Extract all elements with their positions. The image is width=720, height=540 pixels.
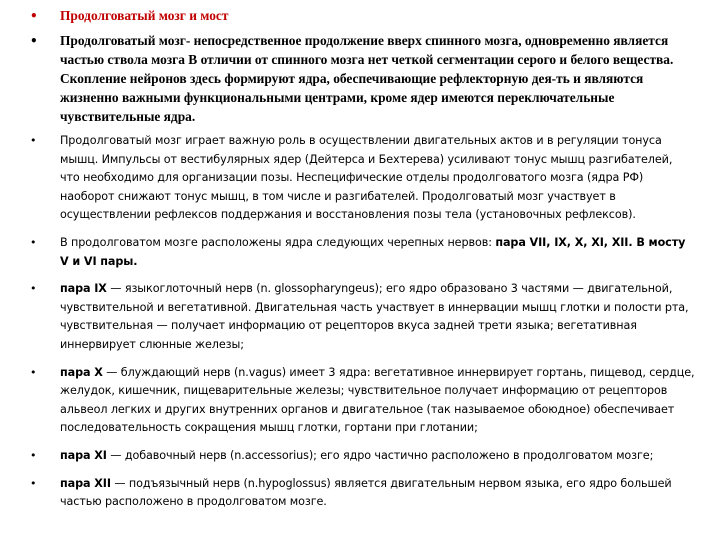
nuclei-text: В продолговатом мозге расположены ядра следующих черепных нервов: bbox=[60, 235, 496, 249]
pair-ix-label: пара IX bbox=[60, 282, 107, 296]
pair-xi-label: пара XI bbox=[60, 448, 107, 462]
pair-xii-text: — подъязычный нерв (n.hypoglossus) является двигательным нервом языка, его ядро большей частью расположено в продолговатом мозге. bbox=[60, 476, 672, 509]
function-bullet bbox=[30, 132, 695, 225]
pair-x-label: пара X bbox=[60, 365, 103, 379]
pair-x-bullet bbox=[30, 364, 695, 438]
bullet-icon: • bbox=[30, 282, 37, 296]
pair-xii-label: пара XII bbox=[60, 476, 111, 490]
bullet-icon: • bbox=[30, 235, 37, 249]
bullet-list bbox=[30, 6, 695, 521]
bullet-icon: • bbox=[30, 34, 38, 48]
bullet-icon: • bbox=[30, 448, 37, 462]
title-text: Продолговатый мозг и мост bbox=[60, 8, 229, 23]
nuclei-pairs: пара VII, IX, X, XI, XII. В мосту V и VI пары. bbox=[60, 235, 686, 268]
nuclei-bullet bbox=[30, 234, 695, 271]
bullet-icon: • bbox=[30, 365, 37, 379]
function-text: Продолговатый мозг играет важную роль в осуществлении двигательных актов и в регуляции тонуса мышц. Импульсы от вестибулярных ядер (Дейтерса и Бехтерева) усиливают тонус мышц разгибателей, что необходимо для организации позы. Неспецифические отделы продолговатого мозга (ядра РФ) наоборот снижают тонус мышц, в том числе и разгибателей. Продолговатый мозг участвует в осуществлении рефлексов поддержания и восстановления позы тела (установочных рефлексов). bbox=[60, 134, 673, 222]
pair-ix-bullet bbox=[30, 280, 695, 354]
pair-xii-bullet bbox=[30, 475, 695, 512]
pair-x-text: — блуждающий нерв (n.vagus) имеет 3 ядра: вегетативное иннервирует гортань, пищевод, сердце, желудок, кишечник, пищеварительные железы; чувствительное получает информацию от рецепторов альвеол легких и других внутренних органов и двигательное (так называемое обоюдное) обеспечивает последовательность сокращения мышц глотки, гортани при глотании; bbox=[60, 365, 695, 435]
title-bullet bbox=[30, 6, 695, 25]
pair-ix-text: — языкоглоточный нерв (n. glossopharyngeus); его ядро образовано 3 частями — двигательной, чувствительной и вегетативной. Двигательная часть участвует в иннервации мышц глотки и полости рта, чувствительная — получает информацию от рецепторов вкуса задней трети языка; вегетативная иннервирует слюнные железы; bbox=[60, 282, 689, 351]
pair-xi-bullet bbox=[30, 447, 695, 466]
bullet-icon: • bbox=[30, 134, 37, 147]
definition-bullet bbox=[30, 31, 695, 126]
bullet-icon: • bbox=[30, 476, 37, 490]
pair-xi-text: — добавочный нерв (n.accessorius); его ядро частично расположено в продолговатом мозге; bbox=[106, 448, 654, 462]
bullet-icon: • bbox=[30, 9, 38, 23]
definition-text: Продолговатый мозг- непосредственное продолжение вверх спинного мозга, одновременно является частью ствола мозга В отличии от спинного мозга нет четкой сегментации серого и белого вещества. Скопление нейронов здесь формируют ядра, обеспечивающие рефлекторную дея-ть и являются жизненно важными функциональными центрами, кроме ядер имеются переключательные чувствительные ядра. bbox=[60, 33, 674, 124]
